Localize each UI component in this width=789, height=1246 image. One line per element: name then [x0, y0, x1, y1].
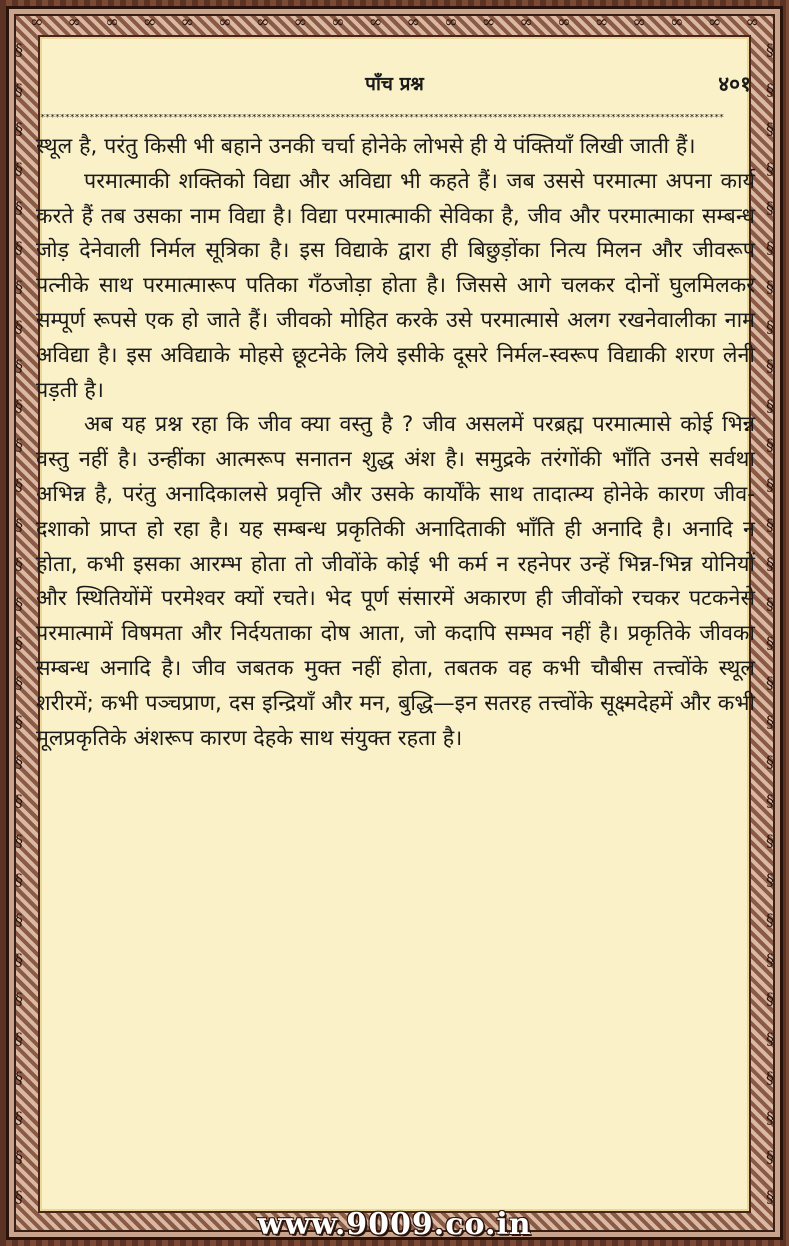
ornament-swirl-icon: § [15, 554, 23, 574]
ornament-swirl-icon: § [15, 989, 23, 1009]
ornament-swirl-icon: § [766, 910, 774, 930]
ornament-swirl-icon: ∞ [745, 12, 759, 30]
body-text [36, 130, 755, 756]
ornament-swirl-icon: § [15, 475, 23, 495]
ornament-swirl-icon: ∞ [557, 12, 571, 30]
ornament-swirl-icon: § [766, 593, 774, 613]
ornament-swirl-icon: § [15, 356, 23, 376]
frame-ornament-left [10, 40, 28, 1206]
ornament-swirl-icon: § [15, 316, 23, 336]
ornament-swirl-icon: § [15, 830, 23, 850]
ornament-swirl-icon: ∞ [67, 12, 81, 30]
ornament-swirl-icon: § [15, 395, 23, 415]
ornament-swirl-icon: § [766, 395, 774, 415]
ornament-swirl-icon: ∞ [218, 12, 232, 30]
ornament-swirl-icon: ∞ [331, 12, 345, 30]
ornament-swirl-icon: § [15, 1107, 23, 1127]
ornament-swirl-icon: ∞ [255, 12, 270, 30]
ornament-swirl-icon: ∞ [368, 12, 383, 30]
ornament-swirl-icon: § [15, 633, 23, 653]
running-header [36, 70, 753, 100]
ornament-swirl-icon: § [766, 554, 774, 574]
ornament-swirl-icon: § [766, 949, 774, 969]
ornament-swirl-icon: § [766, 198, 774, 218]
ornament-swirl-icon: § [766, 158, 774, 178]
chapter-title: पाँच प्रश्न [365, 73, 424, 95]
ornament-swirl-icon: § [15, 514, 23, 534]
ornament-swirl-icon: § [766, 672, 774, 692]
ornament-swirl-icon: ∞ [30, 12, 44, 30]
ornament-swirl-icon: § [15, 593, 23, 613]
ornament-swirl-icon: § [766, 791, 774, 811]
page-number: ४०१ [718, 72, 751, 96]
ornament-swirl-icon: § [766, 870, 774, 890]
ornament-swirl-icon: § [15, 158, 23, 178]
ornament-swirl-icon: ∞ [444, 12, 458, 30]
paragraph: अब यह प्रश्न रहा कि जीव क्या वस्तु है ? जीव असलमें परब्रह्म परमात्मासे कोई भिन्न वस्तु नहीं है। उन्हींका आत्मरूप सनातन शुद्ध अंश है। समुद्रके तरंगोंकी भाँति उनसे सर्वथा अभिन्न है, परंतु अनादिकालसे प्रवृत्ति और उसके कार्योंके साथ तादात्म्य होनेके कारण जीव-दशाको प्राप्त हो रहा है। यह सम्बन्ध प्रकृतिकी अनादिताकी भाँति ही अनादि है। अनादि न होता, कभी इसका आरम्भ होता तो जीवोंके कोई भी कर्म न रहनेपर उन्हें भिन्न-भिन्न योनियों और स्थितियोंमें परमेश्वर क्यों रचते। भेद पूर्ण संसारमें अकारण ही जीवोंको रचकर पटकनेसे परमात्मामें विषमता और निर्दयताका दोष आता, जो कदापि सम्भव नहीं है। प्रकृतिके जीवका सम्बन्ध अनादि है। जीव जबतक मुक्त नहीं होता, तबतक वह कभी चौबीस तत्त्वोंके स्थूल शरीरमें; कभी पञ्चप्राण, दस इन्द्रियाँ और मन, बुद्धि—इन सतरह तत्त्वोंके सूक्ष्मदेहमें और कभी मूलप्रकृतिके अंशरूप कारण देहके साथ संयुक्त रहता है। [36, 412, 755, 751]
ornament-swirl-icon: § [766, 1028, 774, 1048]
ornament-swirl-icon: § [766, 1068, 774, 1088]
ornament-swirl-icon: ∞ [142, 12, 157, 30]
ornament-swirl-icon: § [766, 277, 774, 297]
ornament-swirl-icon: § [15, 1186, 23, 1206]
ornament-swirl-icon: § [15, 1147, 23, 1167]
ornament-swirl-icon: § [766, 79, 774, 99]
ornament-swirl-icon: § [15, 277, 23, 297]
header-star-rule: ******************************************************************************************************************************************* [40, 114, 724, 122]
ornament-swirl-icon: § [766, 514, 774, 534]
frame-ornament-top [30, 12, 759, 30]
ornament-swirl-icon: § [15, 949, 23, 969]
ornament-swirl-icon: § [766, 830, 774, 850]
ornament-swirl-icon: § [766, 119, 774, 139]
ornament-swirl-icon: ∞ [105, 12, 119, 30]
ornament-swirl-icon: § [15, 435, 23, 455]
ornament-swirl-icon: ∞ [707, 12, 722, 30]
ornament-swirl-icon: ∞ [180, 12, 194, 30]
ornament-swirl-icon: § [766, 356, 774, 376]
ornament-swirl-icon: § [766, 435, 774, 455]
ornament-swirl-icon: ∞ [481, 12, 496, 30]
ornament-swirl-icon: § [766, 751, 774, 771]
ornament-swirl-icon: ∞ [594, 12, 609, 30]
ornament-swirl-icon: § [766, 989, 774, 1009]
frame-ornament-right [761, 40, 779, 1206]
ornament-swirl-icon: § [766, 40, 774, 59]
ornament-swirl-icon: § [15, 1068, 23, 1088]
ornament-swirl-icon: ∞ [670, 12, 684, 30]
ornament-swirl-icon: § [15, 1028, 23, 1048]
ornament-swirl-icon: § [15, 712, 23, 732]
ornament-swirl-icon: ∞ [406, 12, 420, 30]
paragraph: परमात्माकी शक्तिको विद्या और अविद्या भी कहते हैं। जब उससे परमात्मा अपना कार्य करते हैं तब उसका नाम विद्या है। विद्या परमात्माकी सेविका है, जीव और परमात्माका सम्बन्ध जोड़ देनेवाली निर्मल सूत्रिका है। इस विद्याके द्वारा ही बिछुड़ोंका नित्य मिलन और जीवरूप पत्नीके साथ परमात्मारूप पतिका गँठजोड़ा होता है। जिससे आगे चलकर दोनों घुलमिलकर सम्पूर्ण रूपसे एक हो जाते हैं। जीवको मोहित करके उसे परमात्मासे अलग रखनेवालीका नाम अविद्या है। इस अविद्याके मोहसे छूटनेके लिये इसीके दूसरे निर्मल-स्वरूप विद्याकी शरण लेनी पड़ती है। [36, 168, 755, 403]
ornament-swirl-icon: § [15, 870, 23, 890]
ornament-swirl-icon: § [15, 40, 23, 59]
ornament-swirl-icon: § [15, 910, 23, 930]
ornament-swirl-icon: ∞ [519, 12, 533, 30]
ornament-swirl-icon: § [15, 672, 23, 692]
ornament-swirl-icon: § [15, 198, 23, 218]
ornament-swirl-icon: § [766, 633, 774, 653]
ornament-swirl-icon: § [766, 237, 774, 257]
ornament-swirl-icon: § [15, 237, 23, 257]
paragraph: स्थूल है, परंतु किसी भी बहाने उनकी चर्चा होनेके लोभसे ही ये पंक्तियाँ लिखी जाती हैं। [36, 134, 696, 159]
ornament-swirl-icon: § [766, 1186, 774, 1206]
website-url: www.9009.co.in [257, 1207, 532, 1242]
ornament-swirl-icon: ∞ [293, 12, 307, 30]
ornament-swirl-icon: § [15, 79, 23, 99]
ornament-swirl-icon: § [766, 316, 774, 336]
ornament-swirl-icon: § [15, 791, 23, 811]
ornament-swirl-icon: § [15, 119, 23, 139]
ornament-swirl-icon: § [766, 1107, 774, 1127]
ornament-swirl-icon: § [766, 712, 774, 732]
ornament-swirl-icon: § [766, 475, 774, 495]
page-header [40, 37, 749, 67]
ornament-swirl-icon: ∞ [632, 12, 646, 30]
ornament-swirl-icon: § [766, 1147, 774, 1167]
ornament-swirl-icon: § [15, 751, 23, 771]
